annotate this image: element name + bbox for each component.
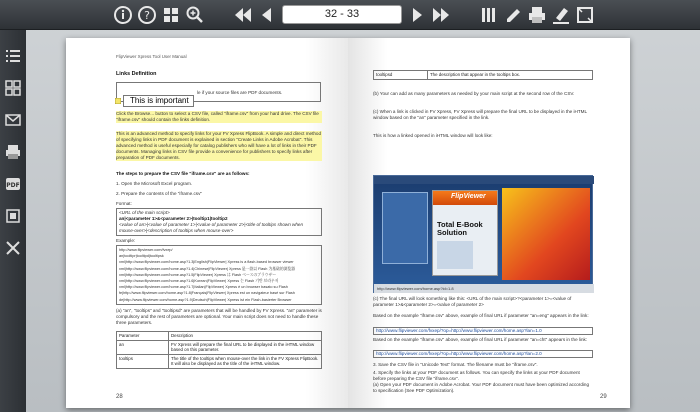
table-cell: tooltipsd — [374, 71, 428, 80]
left-sidebar — [0, 30, 26, 412]
paragraph-c: (c) When a link is clicked in FV Xpress, FV Xpress will prepare the final URL to be displayed in the iHTML window based on the "an" parameter specified in the link. — [373, 109, 587, 121]
table-header-cell: Description — [169, 332, 322, 341]
advanced-paragraph: This is an advanced method to specify links for your FV Xpress FlipBook. A simple and direct method of specifying links in PDF document is explained in section "Create Links in Adobe Acrobat". This advanced method is useful especially for catalog publishers who will have a lot of links in their PDF documents. Managing links in CSV file provide a convenience for publishers to specify links after preparation of PDF documents. — [116, 131, 322, 161]
print-icon[interactable] — [526, 4, 548, 26]
table-cell: an — [117, 340, 169, 354]
table-cell: The description that appear in the tooltips box. — [428, 71, 593, 80]
based-on-an-cht: Based on the example "iframe.csv" above, example of final URL if parameter "an=cht" appears in the link: — [373, 337, 588, 342]
page-number: 28 — [116, 394, 123, 400]
table-row — [117, 340, 322, 354]
first-page-icon[interactable] — [232, 4, 254, 26]
example-line: fe|http://www.flipviewer.com/home.asp?1.8|Français|FlipViewer| Xpress est un navigateur basé sur Flash — [119, 291, 295, 296]
page-number: 29 — [600, 394, 607, 400]
final-url-formula: (c) The final URL will look something like this: <URL of the main script>?<parameter 1>=<value of parameter 1>&<parameter 2>=<value of parameter 2> — [373, 296, 572, 308]
highlight-icon[interactable] — [550, 4, 572, 26]
screenshot-sidebar — [382, 192, 428, 264]
example-line: xml|http://www.flipviewer.com/home.asp?1.4|Chinese|FlipViewer| Xpress 是一款以 Flash 为基础的浏览器 — [119, 266, 296, 271]
example-box — [116, 245, 322, 305]
screenshot-title: Total E-Book Solution — [437, 220, 483, 237]
bookmarks-icon[interactable] — [478, 4, 500, 26]
embedded-screenshot — [373, 175, 593, 293]
url-an-cht[interactable]: http://www.flipviewer.com/fvxep/?op=http://www.flipviewer.com/home.asp?lan=2.0 — [373, 350, 593, 358]
table-header-cell: Parameter — [117, 332, 169, 341]
page-indicator[interactable]: 32 - 33 — [282, 5, 402, 24]
format-line-2: an|<parameter 1>&<parameter 2>|tooltip1|tooltip2 — [119, 216, 228, 222]
svg-text:?: ? — [144, 9, 150, 22]
step-4: 4. Specify the links at your PDF document as follows. You can specify the links at your PDF document before preparing the CSV file "iframe.csv". — [373, 370, 580, 382]
format-line-1: <URL of the main script> — [119, 210, 170, 215]
fullscreen-icon[interactable] — [574, 4, 596, 26]
table-cell: tooltips — [117, 354, 169, 368]
table-cell: The title of the tooltips when mouse-over the link in the FV Xpress FlipBook. It will also be displayed as the title of the iHTML window. — [169, 354, 322, 368]
screenshot-brand: FlipViewer — [451, 193, 486, 200]
screenshot-statusbar: http://www.flipviewer.com/home.asp?id=1.8 — [374, 284, 594, 293]
thumbnails-grid-icon[interactable] — [3, 78, 23, 98]
screenshot-magazine — [502, 188, 590, 280]
example-line: xml|http://www.flipviewer.com/home.asp?1.5|FlipViewer| Xpress は Flash ベースのブラウザー — [119, 272, 277, 277]
screenshot-caption: This is how a linked opened in iHTML window will look like: — [373, 133, 493, 138]
table-row — [374, 71, 593, 80]
step-3: 3. Save the CSV file in "Unicode Text" format. The filename must be "iframe.csv". — [373, 362, 538, 367]
paragraph-a: (a) "an", "tooltips" and "tooltipsd" are parameters that will be handled by FV Xpress. "an" parameter is compulsory and the rest of parameters are optional. Your main script does not need to handle these three parameters. — [116, 308, 322, 326]
tools-icon[interactable] — [3, 238, 23, 258]
example-line: de|http://www.flipviewer.com/home.asp?1.9|Deutsch|FlipViewer| Xpress ist ein Flash-basierter Browser — [119, 297, 292, 302]
table-cell: FV Xpress will prepare the final URL to be displayed in the iHTML window based on this parameter. — [169, 340, 322, 354]
help-icon[interactable] — [136, 4, 158, 26]
steps-title: The steps to prepare the CSV file "iframe.csv" are as follows: — [116, 171, 250, 176]
left-page[interactable] — [66, 38, 348, 408]
info-icon[interactable] — [112, 4, 134, 26]
parameter-table — [116, 331, 322, 369]
tooltip-note[interactable]: This is important — [123, 95, 194, 107]
example-line: xml|http://www.flipviewer.com/home.asp?1.7|Italian|FlipViewer| Xpress è un browser basato su Flash — [119, 285, 288, 290]
thumbnails-icon[interactable] — [160, 4, 182, 26]
screenshot-titlebar — [374, 176, 594, 184]
step-4a: (a) Open your PDF document in Adobe Acrobat. Your PDF document must have been optimized according to specification (See PDF Optimization). — [373, 382, 590, 394]
format-line-3: <value of an>|<value of parameter 1>|<value of parameter 2>|<title of tooltips shown when mouse-over>|<description of tooltips when mouse-over> — [119, 222, 304, 234]
last-page-icon[interactable] — [430, 4, 452, 26]
parameter-table-continued — [373, 70, 593, 80]
notes-icon[interactable] — [502, 4, 524, 26]
right-page[interactable] — [348, 38, 630, 408]
email-icon[interactable] — [3, 110, 23, 130]
example-line: xml|http://www.flipviewer.com/home.asp?1.6|Korean|FlipViewer| Xpress 는 Flash 기반 브라우저 — [119, 279, 279, 284]
previous-page-icon[interactable] — [256, 4, 278, 26]
step-1: 1. Open the Microsoft Excel program. — [116, 181, 193, 186]
format-box — [116, 208, 322, 236]
next-page-icon[interactable] — [406, 4, 428, 26]
svg-text:PDF: PDF — [6, 182, 20, 189]
example-line: an|tooltipr|tooltipd|tooltipsk — [119, 254, 164, 259]
top-toolbar — [0, 0, 700, 30]
url-an-eng[interactable]: http://www.flipviewer.com/fvxep/?op=http://www.flipviewer.com/home.asp?lan=1.0 — [373, 327, 593, 335]
note-icon[interactable] — [115, 91, 121, 97]
step-2: 2. Prepare the contents of the "iframe.csv" — [116, 191, 202, 196]
based-on-an-eng: Based on the example "iframe.csv" above, example of final URL if parameter "an=eng" appears in the link: — [373, 313, 589, 318]
pdf-download-icon[interactable] — [3, 174, 23, 194]
page-header: FlipViewer Xpress Tool User Manual — [116, 54, 187, 59]
example-line: xml|http://www.flipviewer.com/home.asp?1.3|English|FlipViewer| Xpress is a flash-based browser viewer — [119, 260, 294, 265]
book-spread[interactable] — [66, 38, 630, 408]
section-title: Links Definition — [116, 71, 157, 77]
note-before-text: le if your source files are PDF documents. — [197, 90, 283, 95]
paragraph-b: (b) Your can add as many parameters as needed by your main script at the second row of the CSV. — [373, 91, 575, 96]
table-row — [117, 354, 322, 368]
example-line: http://www.flipviewer.com/fvxep/ — [119, 248, 173, 252]
format-label: Format: — [116, 201, 132, 206]
screenshot-window — [432, 190, 498, 276]
example-label: Example: — [116, 238, 136, 243]
print-icon[interactable] — [3, 142, 23, 162]
zoom-in-icon[interactable] — [184, 4, 206, 26]
browse-paragraph: Click the Browse... button to select a CSV file, called "iframe.csv" from your hard drive. The CSV file "iframe.csv" should contain the links definition. — [116, 111, 322, 123]
table-header-row — [117, 332, 322, 341]
screenshot-image — [437, 241, 473, 269]
settings-icon[interactable] — [3, 206, 23, 226]
toc-icon[interactable] — [3, 46, 23, 66]
